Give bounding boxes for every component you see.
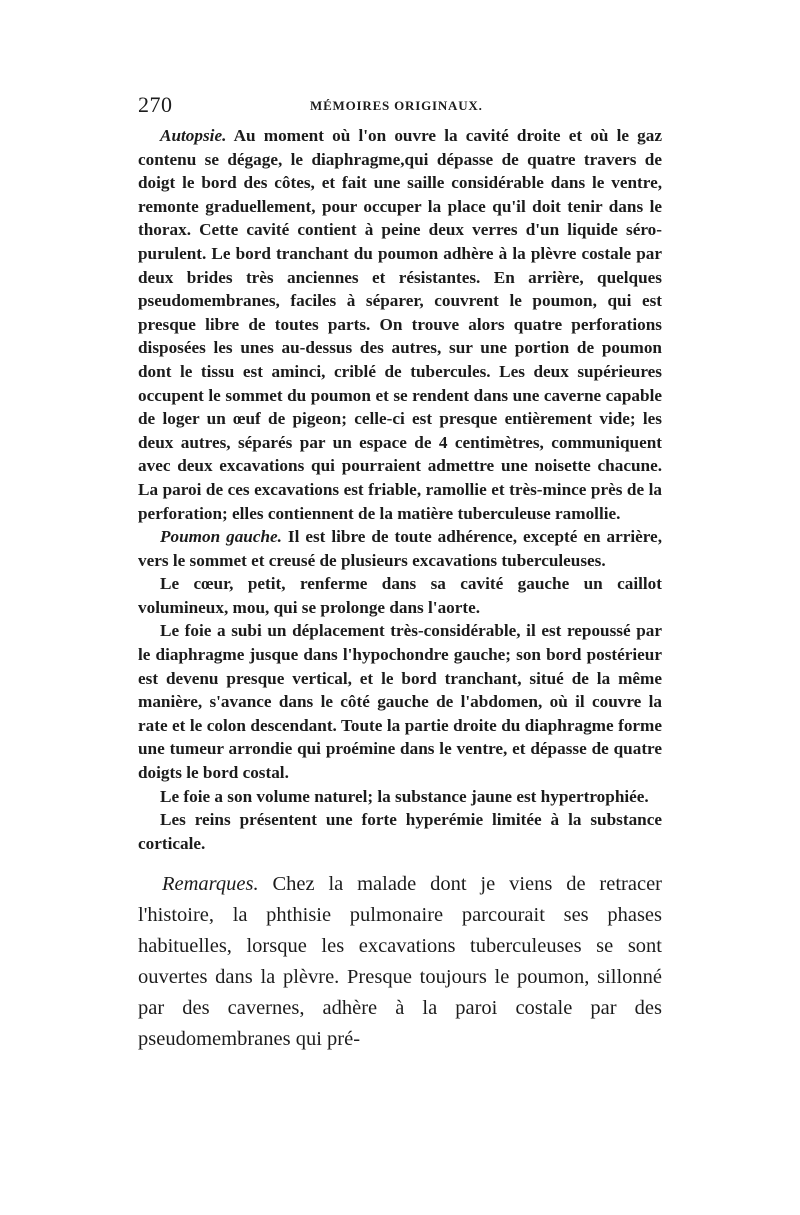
paragraph-text: Les reins présentent une forte hyperémie limitée à la substance corticale. [138, 810, 662, 853]
paragraph-remarques [138, 869, 662, 1055]
paragraph-lead: Autopsie. [160, 126, 227, 145]
paragraph-reins [138, 808, 662, 855]
paragraph-text: Il est libre de toute adhérence, excepté en arrière, vers le sommet et creusé de plusieurs excavations tuberculeuses. [138, 527, 662, 570]
main-text [138, 124, 662, 855]
paragraph-text: Le cœur, petit, renferme dans sa cavité gauche un caillot volumineux, mou, qui se prolonge dans l'aorte. [138, 574, 662, 617]
paragraph-foie-deplacement [138, 619, 662, 784]
page-header [138, 92, 662, 122]
paragraph-poumon-gauche [138, 525, 662, 572]
page-number: 270 [138, 92, 173, 117]
paragraph-text: Chez la malade dont je viens de retracer l'histoire, la phthisie pulmonaire parcourait ses phases habituelles, lorsque les excavations tuberculeuses se sont ouvertes dans la plèvre. Presque toujours le poumon, sillonné par des cavernes, adhère à la paroi costale par des pseudomembranes qui pré- [138, 873, 662, 1051]
paragraph-foie-volume [138, 785, 662, 809]
paragraph-text: Le foie a subi un déplacement très-considérable, il est repoussé par le diaphragme jusque dans l'hypochondre gauche; son bord postérieur est devenu presque vertical, et le bord tranchant, situé de la même manière, s'avance dans le côté gauche de l'abdomen, où il couvre la rate et le colon descendant. Toute la partie droite du diaphragme forme une tumeur arrondie qui proémine dans le ventre, et dépasse de quatre doigts le bord costal. [138, 621, 662, 783]
paragraph-text: Le foie a son volume naturel; la substance jaune est hypertrophiée. [160, 786, 649, 806]
paragraph-coeur [138, 572, 662, 619]
running-title: MÉMOIRES ORIGINAUX. [310, 98, 483, 113]
paragraph-lead: Remarques. [162, 873, 259, 896]
remarks-section [138, 869, 662, 1055]
paragraph-text: Au moment où l'on ouvre la cavité droite et où le gaz contenu se dégage, le diaphragme,qui dépasse de quatre travers de doigt le bord des côtes, et fait une saille considérable dans le ventre, remonte graduellement, pour occuper la place qu'il doit tenir dans le thorax. Cette cavité contient à peine deux verres d'un liquide séro-purulent. Le bord tranchant du poumon adhère à la plèvre costale par deux brides très anciennes et résistantes. En arrière, quelques pseudomembranes, faciles à séparer, couvrent le poumon, qui est presque libre de toutes parts. On trouve alors quatre perforations disposées les unes au-dessus des autres, sur une portion de poumon dont le tissu est aminci, criblé de tubercules. Les deux supérieures occupent le sommet du poumon et se rendent dans une caverne capable de loger un œuf de pigeon; celle-ci est presque entièrement vide; les deux autres, séparés par un espace de 4 centimètres, communiquent avec deux excavations qui pourraient admettre une noisette chacune. La paroi de ces excavations est friable, ramollie et très-mince près de la perforation; elles contiennent de la matière tuberculeuse ramollie. [138, 126, 662, 523]
paragraph-lead: Poumon gauche. [160, 527, 282, 547]
book-page [138, 92, 662, 1055]
paragraph-autopsie [138, 124, 662, 525]
